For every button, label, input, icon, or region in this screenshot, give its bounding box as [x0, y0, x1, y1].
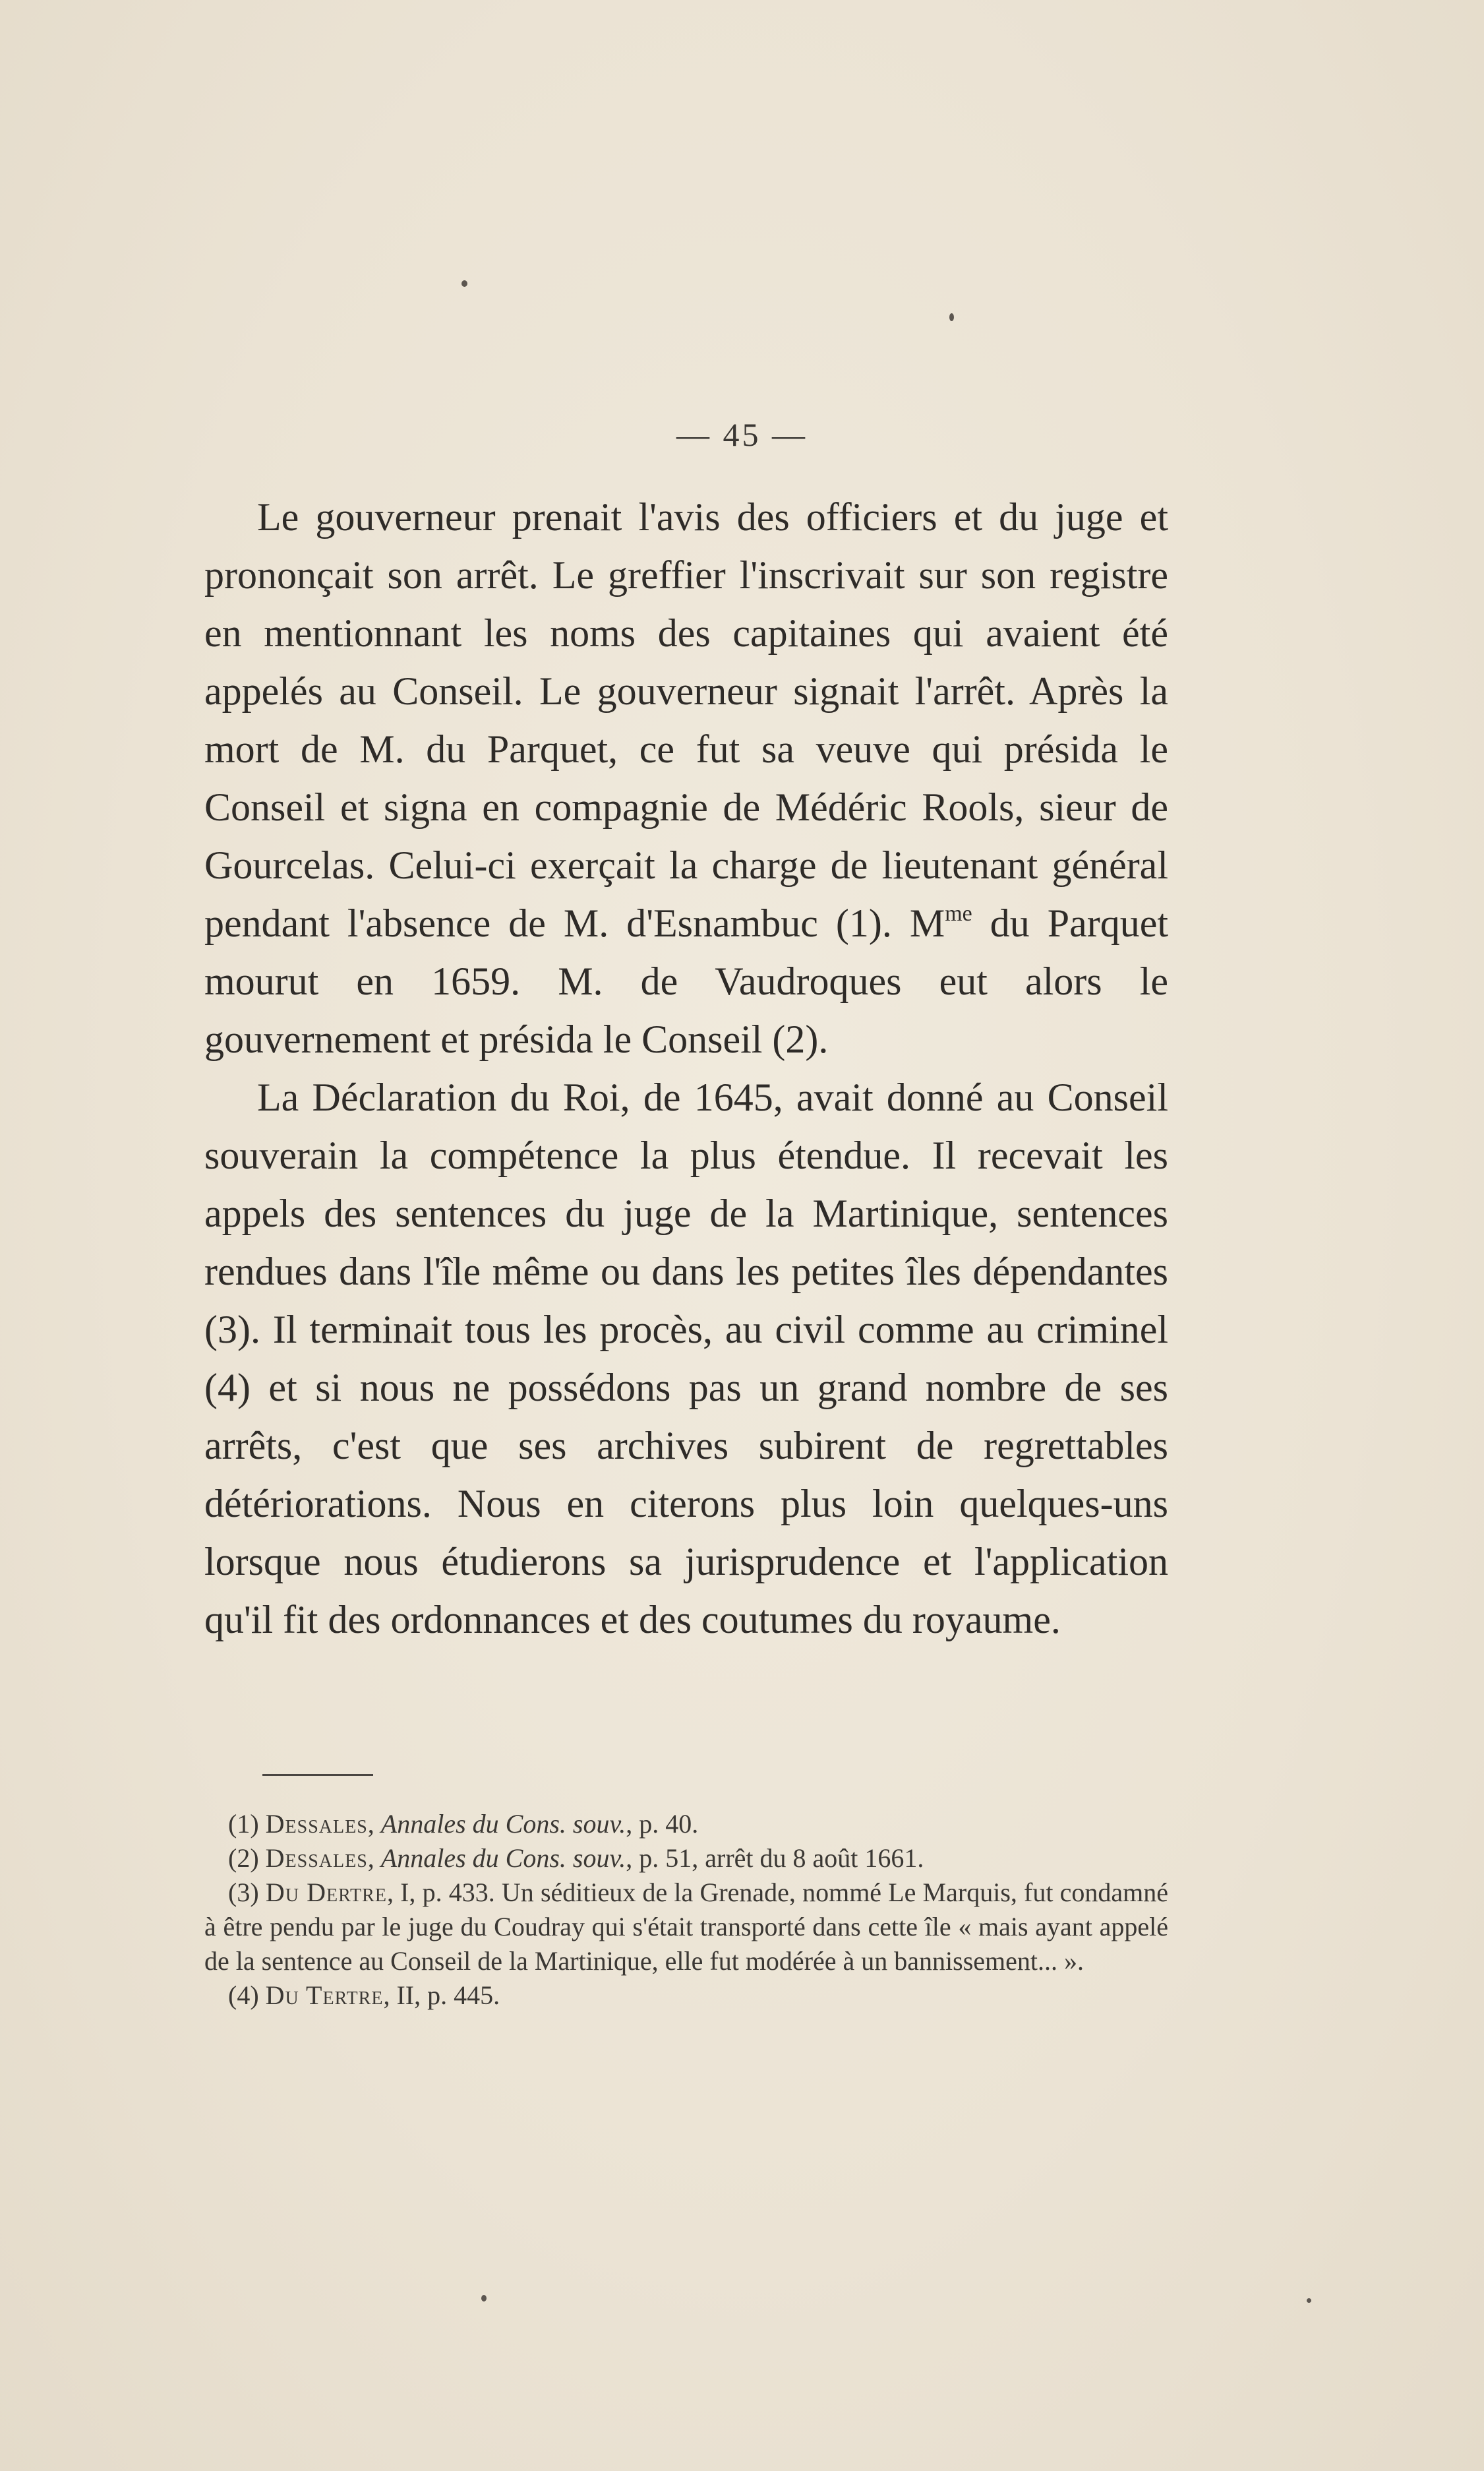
footnote-work-title: Annales du Cons. souv.	[380, 1809, 626, 1839]
footnote-author: Du Dertre	[265, 1877, 387, 1907]
ink-speck	[461, 280, 467, 287]
footnote-separator-text: ,	[367, 1809, 381, 1839]
footnote-text: , p. 40.	[626, 1809, 699, 1839]
footnote-separator-text: ,	[367, 1843, 381, 1873]
footnote-1	[204, 1807, 1168, 1841]
footnote-author: Dessales	[265, 1843, 368, 1873]
body-text	[204, 488, 1168, 1649]
paragraph-1-text: Le gouverneur prenait l'avis des officiers et du juge et prononçait son arrêt. Le greffier l'inscrivait sur son registre en mentionnant les noms des capitaines qui avaient été appelés au Conseil. Le gouverneur signait l'arrêt. Après la mort de M. du Parquet, ce fut sa veuve qui présida le Conseil et signa en compagnie de Médéric Rools, sieur de Gourcelas. Celui-ci exerçait la charge de lieutenant général pendant l'absence de M. d'Esnambuc (1). M	[204, 495, 1168, 945]
footnote-number: (4)	[228, 1980, 266, 2010]
footnote-author: Du Tertre	[265, 1980, 384, 2010]
footnote-2	[204, 1841, 1168, 1876]
footnote-text: , I, p. 433. Un séditieux de la Grenade, nommé Le Marquis, fut condamné à être pendu par le juge du Coudray qui s'était transporté dans cette île « mais ayant appelé de la sentence au Conseil de la Martinique, elle fut modérée à un bannissement... ».	[204, 1877, 1169, 1976]
footnote-number: (3)	[228, 1877, 266, 1907]
paragraph-1-text-cont: du Parquet mourut en 1659. M. de Vaudroques eut alors le gouvernement et présida le Conseil (2).	[204, 901, 1168, 1061]
footnote-text: , II, p. 445.	[383, 1980, 500, 2010]
footnote-text: , p. 51, arrêt du 8 août 1661.	[626, 1843, 924, 1873]
ink-speck	[481, 2295, 487, 2302]
paragraph-1	[204, 488, 1168, 1068]
footnote-4	[204, 1978, 1168, 2013]
footnote-separator	[262, 1774, 373, 1776]
page-number: — 45 —	[676, 416, 808, 453]
superscript-me: me	[945, 901, 972, 926]
footnotes	[204, 1807, 1168, 2013]
paragraph-2: La Déclaration du Roi, de 1645, avait donné au Conseil souverain la compétence la plus étendue. Il recevait les appels des sentences du juge de la Martinique, sentences rendues dans l'île même ou dans les petites îles dépendantes (3). Il terminait tous les procès, au civil comme au criminel (4) et si nous ne possédons pas un grand nombre de ses arrêts, c'est que ses archives subirent de regrettables détériorations. Nous en citerons plus loin quelques-uns lorsque nous étudierons sa jurisprudence et l'application qu'il fit des ordonnances et des coutumes du royaume.	[204, 1076, 1168, 1641]
footnote-work-title: Annales du Cons. souv.	[380, 1843, 626, 1873]
footnote-author: Dessales	[265, 1809, 368, 1839]
ink-speck	[1307, 2298, 1311, 2303]
footnote-number: (1)	[228, 1809, 266, 1839]
footnote-3	[204, 1876, 1168, 1978]
ink-speck	[949, 313, 954, 321]
footnote-number: (2)	[228, 1843, 266, 1873]
